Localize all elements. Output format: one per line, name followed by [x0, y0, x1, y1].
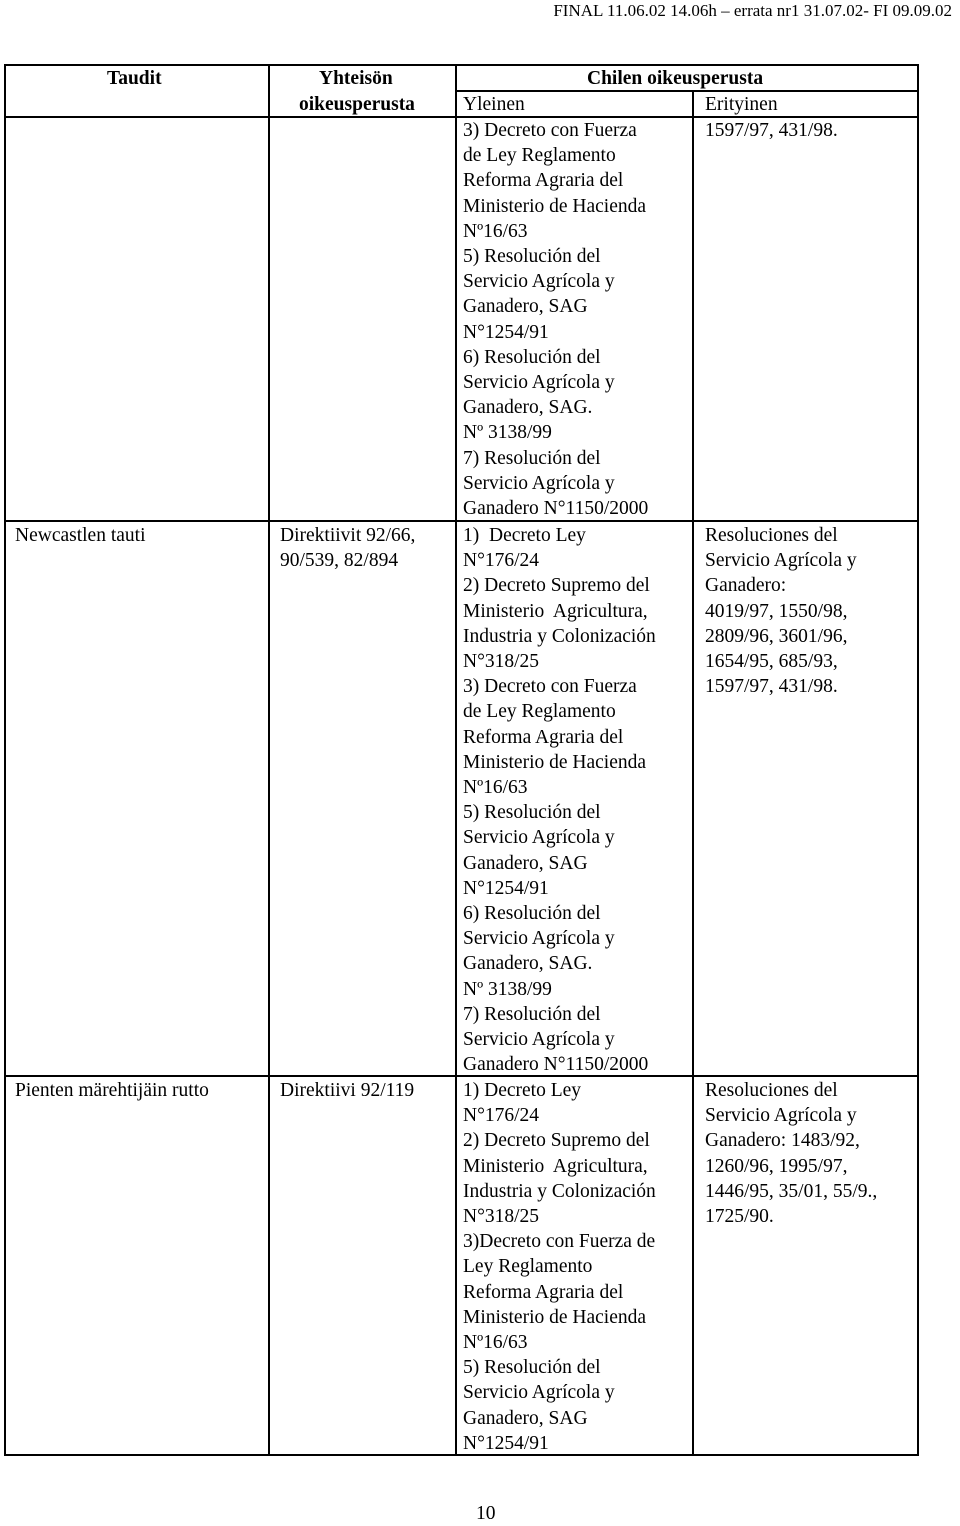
cell-text-line: Nº16/63: [463, 1332, 528, 1353]
cell-text-line: 5) Resolución del: [463, 246, 601, 267]
cell-text-line: Newcastlen tauti: [15, 525, 146, 546]
cell-text-line: 2) Decreto Supremo del: [463, 1130, 650, 1152]
cell-text-line: N°318/25: [463, 1206, 540, 1227]
cell-text-line: Ganadero, SAG: [463, 296, 588, 318]
cell-text-line: Servicio Agrícola y: [705, 1105, 857, 1127]
cell-text-line: Ganadero, SAG.: [463, 397, 593, 419]
cell-text-line: Servicio Agrícola y: [463, 1029, 615, 1050]
table-bottom-border: [4, 1454, 919, 1456]
cell-text-line: 5) Resolución del: [463, 1357, 601, 1379]
cell-text-line: de Ley Reglamento: [463, 701, 616, 723]
cell-text-line: Servicio Agrícola y: [463, 827, 615, 849]
cell-text-line: 6) Resolución del: [463, 346, 601, 368]
cell-text-line: Reforma Agraria del: [463, 170, 624, 192]
cell-text-line: N°176/24: [463, 550, 540, 572]
cell-text-line: Nº 3138/99: [463, 978, 552, 1000]
cell-text-line: Servicio Agrícola y: [463, 372, 615, 393]
cell-text-line: Ganadero N°1150/2000: [463, 1054, 649, 1076]
row-divider-newcastle: [4, 520, 919, 522]
cell-text-line: 1597/97, 431/98.: [705, 676, 838, 698]
cell-text-line: Ministerio Agricultura,: [463, 1155, 648, 1177]
cell-text-line: 6) Resolución del: [463, 903, 601, 924]
cell-text-line: 1446/95, 35/01, 55/9.,: [705, 1180, 878, 1202]
cell-text-line: Ministerio Agricultura,: [463, 600, 648, 622]
cell-text-line: Industria y Colonización: [463, 1180, 656, 1202]
cell-text-line: Reforma Agraria del: [463, 726, 624, 748]
cell-text-line: 1597/97, 431/98.: [705, 120, 838, 141]
cell-text-line: 3) Decreto con Fuerza: [463, 120, 637, 141]
cell-text-line: Ganadero, SAG: [463, 852, 588, 874]
cell-text-line: Industria y Colonización: [463, 625, 656, 647]
cell-text-line: 3) Decreto con Fuerza: [463, 676, 637, 698]
cell-text-line: Nº16/63: [463, 777, 528, 798]
cell-text-line: 1654/95, 685/93,: [705, 651, 838, 672]
cell-text-line: Ley Reglamento: [463, 1256, 593, 1278]
cell-text-line: Pienten märehtijäin rutto: [15, 1080, 209, 1101]
cell-text-line: Ganadero: 1483/92,: [705, 1130, 860, 1152]
header-chile-law: Chilen oikeusperusta: [587, 68, 764, 89]
cell-text-line: Resoluciones del: [705, 1080, 838, 1101]
cell-text-line: Nº16/63: [463, 220, 528, 242]
cell-text-line: Direktiivi 92/119: [280, 1080, 415, 1101]
cell-text-line: 1725/90.: [705, 1206, 774, 1227]
cell-text-line: 7) Resolución del: [463, 1003, 601, 1025]
table-right-border: [917, 64, 919, 1456]
cell-text-line: 2) Decreto Supremo del: [463, 575, 650, 597]
cell-text-line: 90/539, 82/894: [280, 550, 399, 572]
cell-text-line: N°176/24: [463, 1105, 540, 1127]
cell-text-line: Ganadero, SAG.: [463, 953, 593, 975]
header-community-law-line1: Yhteisön: [319, 68, 393, 89]
cell-text-line: de Ley Reglamento: [463, 145, 616, 167]
cell-text-line: Resoluciones del: [705, 525, 838, 546]
cell-text-line: 2809/96, 3601/96,: [705, 625, 848, 647]
cell-text-line: Ministerio de Hacienda: [463, 751, 647, 773]
cell-text-line: N°1254/91: [463, 877, 549, 899]
document-header-stamp: FINAL 11.06.02 14.06h – errata nr1 31.07.02- FI 09.09.02: [553, 1, 952, 20]
cell-text-line: Ganadero N°1150/2000: [463, 498, 649, 519]
cell-text-line: Servicio Agrícola y: [463, 271, 615, 293]
cell-text-line: 1) Decreto Ley: [463, 525, 586, 546]
cell-text-line: Servicio Agrícola y: [463, 1382, 615, 1404]
cell-text-line: 4019/97, 1550/98,: [705, 600, 848, 622]
cell-text-line: Servicio Agrícola y: [463, 928, 615, 950]
cell-text-line: Ministerio de Hacienda: [463, 1306, 647, 1328]
cell-text-line: 1) Decreto Ley: [463, 1080, 582, 1101]
cell-text-line: 3)Decreto con Fuerza de: [463, 1231, 656, 1253]
cell-text-line: N°318/25: [463, 651, 540, 672]
col-divider-disease: [268, 64, 270, 1456]
col-divider-general: [692, 90, 694, 1456]
header-general: Yleinen: [463, 94, 525, 115]
cell-text-line: 5) Resolución del: [463, 802, 601, 824]
page-number: 10: [476, 1503, 496, 1524]
cell-text-line: Reforma Agraria del: [463, 1281, 624, 1303]
cell-text-line: Ganadero, SAG: [463, 1407, 588, 1429]
cell-text-line: 7) Resolución del: [463, 447, 601, 469]
cell-text-line: Nº 3138/99: [463, 422, 552, 444]
cell-text-line: Servicio Agrícola y: [463, 472, 615, 494]
cell-text-line: 1260/96, 1995/97,: [705, 1155, 848, 1177]
cell-text-line: Ganadero:: [705, 575, 787, 597]
header-disease: Taudit: [107, 68, 162, 89]
table-left-border: [4, 64, 6, 1456]
cell-text-line: Servicio Agrícola y: [705, 550, 857, 572]
header-specific: Erityinen: [705, 94, 778, 115]
cell-text-line: Ministerio de Hacienda: [463, 195, 647, 217]
col-divider-community: [455, 64, 457, 1456]
header-community-law-line2: oikeusperusta: [299, 94, 415, 115]
row-divider-ppr: [4, 1075, 919, 1077]
cell-text-line: N°1254/91: [463, 321, 549, 343]
cell-text-line: N°1254/91: [463, 1432, 549, 1454]
cell-text-line: Direktiivit 92/66,: [280, 525, 416, 546]
